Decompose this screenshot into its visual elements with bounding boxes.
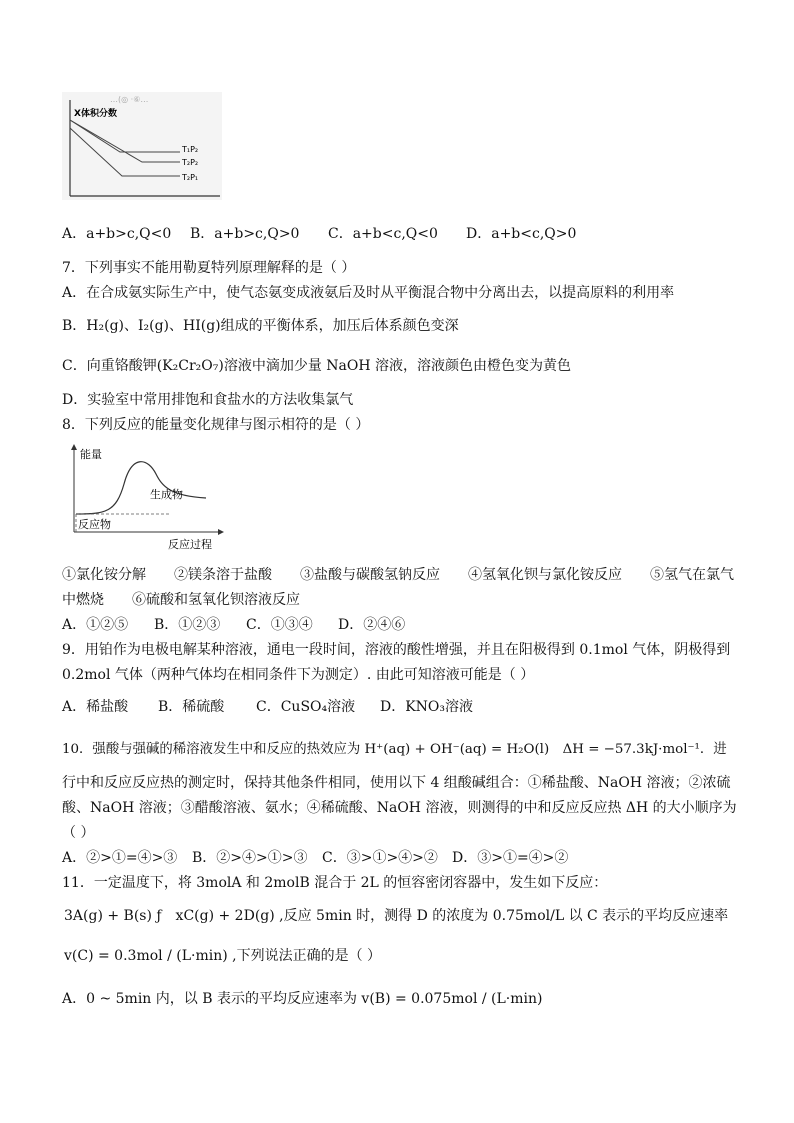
q9-option-c: C．CuSO₄溶液: [256, 699, 356, 715]
q8-option-b: B．①②③: [154, 617, 221, 633]
volume-fraction-figure: [62, 92, 222, 200]
q10-line2: 行中和反应反应热的测定时，保持其他条件相同，使用以下 4 组酸碱组合：①稀盐酸、NaOH 溶液；②浓硫: [62, 775, 731, 791]
q10-option-b: B．②>④>①>③: [192, 850, 308, 866]
q8-option-d: D．②④⑥: [338, 617, 406, 633]
q10-line4: （ ）: [62, 825, 95, 841]
q9-line2: 0.2mol 气体（两种气体均在相同条件下为测定）. 由此可知溶液可能是（ ）: [62, 667, 535, 683]
q10-option-d: D．③>①=④>②: [452, 850, 569, 866]
figure-ylabel: X体积分数: [74, 109, 117, 119]
q8-option-c: C．①③④: [246, 617, 313, 633]
curve-label-t2p2: T₂P₂: [182, 158, 199, 167]
q7-option-b: B．H₂(g)、I₂(g)、HI(g)组成的平衡体系，加压后体系颜色变深: [62, 318, 459, 334]
q10-option-c: C．③>①>④>②: [322, 850, 438, 866]
x-arrow-icon: [218, 529, 224, 535]
y-arrow-icon: [71, 444, 77, 450]
q10-line1: 10．强酸与强碱的稀溶液发生中和反应的热效应为 H⁺(aq) + OH⁻(aq) = H₂O(l) ΔH = −57.3kJ·mol⁻¹．进: [62, 742, 727, 757]
q7-option-d: D．实验室中常用排饱和食盐水的方法收集氯气: [62, 392, 354, 408]
energy-xlabel: 反应过程: [168, 538, 212, 551]
curve-label-t1p2: T₁P₂: [182, 145, 199, 154]
q11-option-a: A．0 ~ 5min 内，以 B 表示的平均反应速率为 v(B) = 0.075mol / (L·min): [62, 991, 543, 1007]
curve-label-t2p1: T₂P₁: [182, 173, 199, 182]
q6-option-b: B．a+b>c,Q>0: [190, 226, 300, 242]
q8-items-line1: ①氯化铵分解 ②镁条溶于盐酸 ③盐酸与碳酸氢钠反应 ④氢氧化钡与氯化铵反应 ⑤氢气在氯气: [62, 567, 734, 583]
q8-stem: 8．下列反应的能量变化规律与图示相符的是（ ）: [62, 417, 370, 433]
q8-options: [62, 616, 405, 634]
energy-diagram: [66, 444, 226, 554]
q9-option-b: B．稀硫酸: [158, 699, 225, 715]
q6-option-c: C．a+b<c,Q<0: [328, 226, 438, 242]
q7-option-c: C．向重铬酸钾(K₂Cr₂O₇)溶液中滴加少量 NaOH 溶液，溶液颜色由橙色变为黄色: [62, 358, 571, 374]
q6-option-d: D．a+b<c,Q>0: [466, 226, 577, 242]
reactant-label: 反应物: [78, 518, 111, 531]
energy-ylabel: 能量: [80, 448, 102, 461]
q10-option-a: A．②>①=④>③: [62, 850, 178, 866]
q9-options: [62, 698, 473, 716]
q8-items-line2: 中燃烧 ⑥硫酸和氢氧化钡溶液反应: [62, 592, 300, 608]
q10-options: [62, 849, 568, 867]
product-label: 生成物: [150, 488, 183, 501]
q9-line1: 9．用铂作为电极电解某种溶液，通电一段时间，溶液的酸性增强，并且在阳极得到 0.1mol 气体，阴极得到: [62, 642, 731, 658]
q6-options: [62, 225, 576, 243]
energy-curve: [76, 462, 206, 514]
q11-line1: 11．一定温度下，将 3molA 和 2molB 混合于 2L 的恒容密闭容器中，发生如下反应：: [62, 875, 608, 891]
q8-option-a: A．①②⑤: [62, 617, 129, 633]
q7-stem: 7．下列事实不能用勒夏特列原理解释的是（ ）: [62, 260, 356, 276]
q6-option-a: A．a+b>c,Q<0: [62, 226, 172, 242]
figure-header-faint: …(◎ ·⑥…: [110, 95, 149, 104]
q7-option-a: A．在合成氨实际生产中，使气态氨变成液氨后及时从平衡混合物中分离出去，以提高原料的利用率: [62, 285, 675, 301]
q9-option-a: A．稀盐酸: [62, 699, 129, 715]
q10-line3: 酸、NaOH 溶液；③醋酸溶液、氨水；④稀硫酸、NaOH 溶液，则测得的中和反应反应热 ΔH 的大小顺序为: [62, 800, 737, 816]
q11-line2: 3A(g) + B(s) ƒ xC(g) + 2D(g) ,反应 5min 时，测得 D 的浓度为 0.75mol/L 以 C 表示的平均反应速率: [64, 908, 729, 924]
q11-line3: v(C) = 0.3mol / (L·min) ,下列说法正确的是（ ）: [64, 948, 382, 964]
q9-option-d: D．KNO₃溶液: [380, 699, 474, 715]
